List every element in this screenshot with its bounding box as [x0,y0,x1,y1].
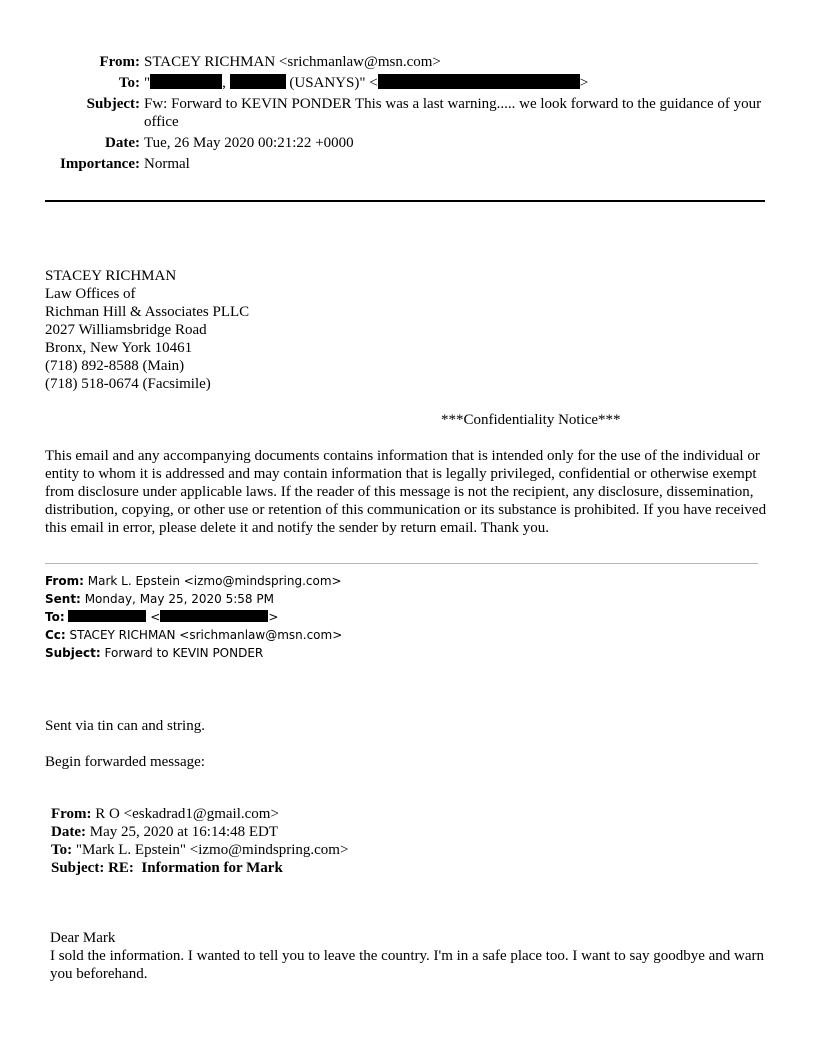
redaction-block [68,610,146,622]
letter-text: I sold the information. I wanted to tell you to leave the country. I'm in a safe place too. I want to say goodbye and warn you beforehand. [50,948,765,982]
fwd-from-row [45,572,342,590]
fwd-from-label: From: [45,574,84,588]
original-header [51,805,348,877]
signature-line: Bronx, New York 10461 [45,340,193,356]
orig-to-label: To: [51,842,73,858]
fwd-cc-value: STACEY RICHMAN <srichmanlaw@msn.com> [69,628,343,642]
confidentiality-title: ***Confidentiality Notice*** [441,412,621,428]
header-date-value: Tue, 26 May 2020 00:21:22 +0000 [144,135,354,151]
fwd-to-row [45,608,342,626]
fwd-subject-value: Forward to KEVIN PONDER [104,646,264,660]
letter-greeting: Dear Mark [50,930,116,946]
header-date-label: Date: [105,135,140,151]
header-importance-value: Normal [144,156,190,172]
orig-subject-value: RE: Information for Mark [108,860,283,876]
letter-body [50,929,765,983]
header-date-row [0,134,816,152]
redaction-block [230,74,286,89]
header-from-value: STACEY RICHMAN <srichmanlaw@msn.com> [144,54,441,70]
signature-line: (718) 892-8588 (Main) [45,358,185,374]
signature-line: 2027 Williamsbridge Road [45,322,207,338]
signature-line: Law Offices of [45,286,136,302]
body-line-begin-forwarded: Begin forwarded message: [45,754,205,770]
fwd-cc-label: Cc: [45,628,66,642]
fwd-cc-row [45,626,342,644]
fwd-subject-label: Subject: [45,646,101,660]
fwd-from-value: Mark L. Epstein <izmo@mindspring.com> [87,574,342,588]
orig-to-row [51,841,348,859]
fwd-to-close: > [268,610,279,624]
header-divider [45,200,765,202]
header-importance-label: Importance: [60,156,140,172]
orig-date-label: Date: [51,824,86,840]
email-header [0,53,816,176]
header-subject-value: Fw: Forward to KEVIN PONDER This was a last warning..... we look forward to the guidance of your office [144,96,762,130]
to-org: (USANYS)" < [289,75,378,91]
fwd-to-label: To: [45,610,65,624]
redaction-block [378,74,580,89]
fwd-to-open: < [150,610,161,624]
header-to-row [0,74,816,92]
fwd-sent-row [45,590,342,608]
signature-line: Richman Hill & Associates PLLC [45,304,250,320]
header-subject-label: Subject: [86,96,140,112]
orig-from-row [51,805,348,823]
header-subject-row [0,95,816,131]
forward-divider [45,563,758,564]
signature-block [45,267,249,393]
header-to-value [144,74,764,92]
header-from-label: From: [99,54,140,70]
signature-line: STACEY RICHMAN [45,268,177,284]
orig-to-value: "Mark L. Epstein" <izmo@mindspring.com> [75,842,349,858]
orig-date-row [51,823,348,841]
header-from-row [0,53,816,71]
header-importance-row [0,155,816,173]
to-comma: , [222,75,226,91]
fwd-subject-row [45,644,342,662]
to-close: > [579,75,589,91]
fwd-sent-label: Sent: [45,592,81,606]
orig-subject-row [51,859,348,877]
signature-line: (718) 518-0674 (Facsimile) [45,376,211,392]
orig-from-label: From: [51,806,92,822]
header-to-label: To: [118,75,140,91]
confidentiality-body: This email and any accompanying documents contains information that is intended only for the use of the individual or entity to whom it is addressed and may contain information that is legally privileged, confidential or otherwise exempt from disclosure under applicable laws. If the reader of this message is not the recipient, any disclosure, dissemination, distribution, copying, or other use or retention of this communication or its substance is prohibited. If you have received this email in error, please delete it and notify the sender by return email. Thank you. [45,448,767,536]
orig-from-value: R O <eskadrad1@gmail.com> [95,806,279,822]
redaction-block [160,610,268,622]
orig-date-value: May 25, 2020 at 16:14:48 EDT [89,824,279,840]
redaction-block [150,74,222,89]
body-line-sent-via: Sent via tin can and string. [45,718,205,734]
fwd-sent-value: Monday, May 25, 2020 5:58 PM [84,592,274,606]
forwarded-header [45,572,342,662]
to-quote: " [144,75,151,91]
orig-subject-label: Subject: [51,860,105,876]
